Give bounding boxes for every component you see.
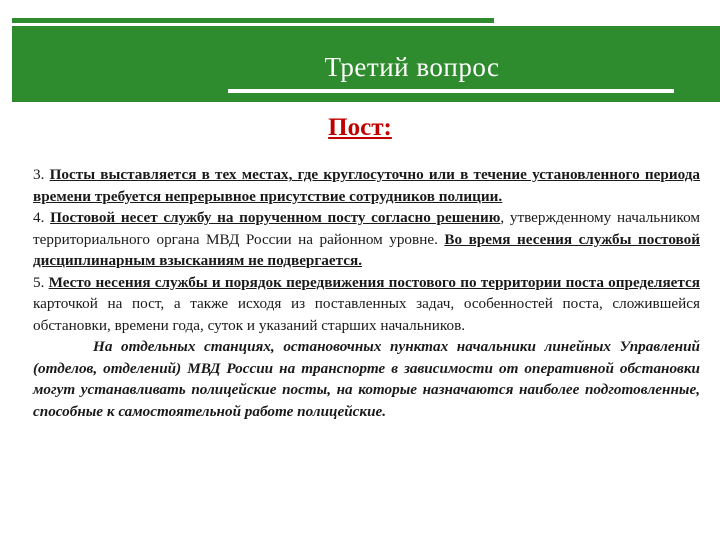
title-underline-right [674, 89, 708, 93]
paragraph-5-number: 5. [33, 273, 45, 291]
body-text [33, 164, 700, 422]
paragraph-5 [33, 272, 700, 337]
title-underline [228, 89, 674, 93]
section-subtitle: Пост: [328, 114, 392, 141]
paragraph-5-plain: карточкой на пост, а также исходя из поставленных задач, особенностей поста, сложившейся обстановки, времени года, суток и указаний старших начальников. [33, 295, 700, 334]
paragraph-4 [33, 207, 700, 272]
paragraph-4-number: 4. [33, 209, 45, 226]
paragraph-3 [33, 164, 700, 207]
paragraph-4-plain: , утвержденному начальником территориального органа МВД России на районном уровне. [33, 209, 700, 248]
paragraph-3-text: Посты выставляется в тех местах, где круглосуточно или в течение установленного периода времени требуется непрерывное присутствие сотрудников полиции. [33, 166, 700, 205]
paragraph-italic: На отдельных станциях, остановочных пунктах начальники линейных Управлений (отделов, отделений) МВД России на транспорте в зависимости от оперативной обстановки могут устанавливать полицейские посты, на которые назначаются наиболее подготовленные, способные к самостоятельной работе полицейские. [33, 338, 700, 420]
paragraph-4-lead: Постовой несет службу на порученном посту согласно решению [50, 209, 501, 226]
page-title: Третий вопрос [324, 52, 500, 82]
top-accent-line [12, 18, 494, 23]
paragraph-4-end: Во время несения службы постовой дисциплинарным взысканиям не подвергается. [33, 230, 700, 269]
paragraph-3-number: 3. [33, 166, 45, 183]
paragraph-5-lead: Место несения службы и порядок передвижения постового по территории поста определяется [48, 273, 701, 291]
